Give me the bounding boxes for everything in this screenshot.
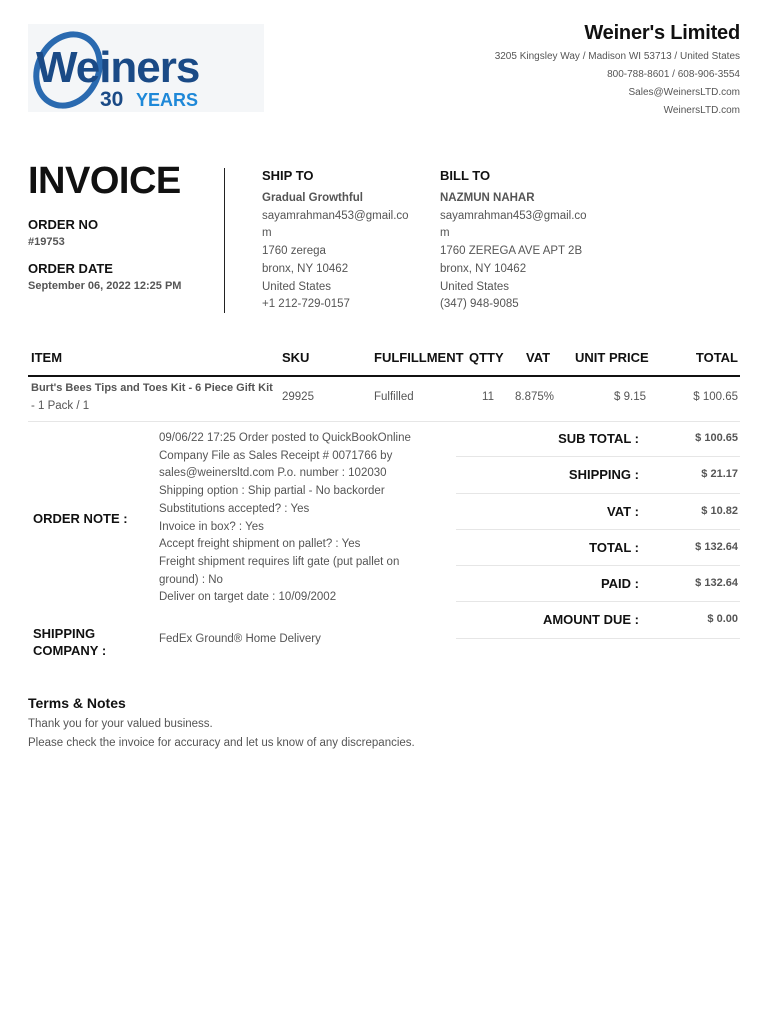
logo-wordmark: Weiners — [36, 43, 200, 92]
logo-graphic — [28, 24, 264, 112]
subtotal-label: SUB TOTAL : — [558, 431, 639, 446]
item-variant: - 1 Pack / 1 — [31, 400, 90, 412]
vat-row — [456, 494, 740, 530]
terms-line: Thank you for your valued business. — [28, 718, 213, 730]
terms-line: Please check the invoice for accuracy and let us know of any discrepancies. — [28, 737, 415, 749]
ship-to-country: United States — [262, 280, 332, 293]
shipping-company-label-line2: COMPANY : — [33, 643, 107, 658]
order-note-line: Shipping option : Ship partial - No backorder — [159, 485, 385, 498]
total-value: $ 132.64 — [695, 540, 738, 553]
header-vat: VAT — [526, 350, 551, 365]
order-no-label: ORDER NO — [28, 217, 99, 232]
item-sku: 29925 — [282, 391, 314, 403]
table-header-row — [28, 342, 740, 377]
bill-to-email-cont: m — [440, 227, 450, 240]
company-logo — [28, 24, 264, 112]
company-website[interactable]: WeinersLTD.com — [663, 105, 740, 116]
subtotal-value: $ 100.65 — [695, 432, 738, 444]
logo-tagline-word: YEARS — [136, 90, 199, 110]
logo-tagline-number: 30 — [100, 88, 124, 111]
paid-value: $ 132.64 — [695, 577, 738, 590]
order-note-line: Invoice in box? : Yes — [159, 520, 264, 533]
order-note-line: sales@weinersltd.com P.o. number : 102030 — [159, 467, 387, 480]
item-unit-price: $ 9.15 — [614, 391, 646, 403]
invoice-title: INVOICE — [28, 160, 181, 202]
amount-due-row — [456, 602, 740, 638]
amount-due-label: AMOUNT DUE : — [542, 612, 639, 628]
ship-to-street: 1760 zerega — [262, 245, 326, 258]
shipping-company-value: FedEx Ground® Home Delivery — [159, 633, 321, 645]
bill-to-phone: (347) 948-9085 — [440, 298, 519, 311]
ship-to-name: Gradual Growthful — [262, 192, 363, 204]
ship-to-block — [262, 168, 432, 314]
order-note-line: Freight shipment requires lift gate (put pallet on — [159, 555, 400, 568]
table-row — [28, 377, 740, 422]
company-info — [495, 22, 740, 117]
item-name: Burt's Bees Tips and Toes Kit - 6 Piece Gift Kit — [31, 382, 273, 394]
bill-to-street: 1760 ZEREGA AVE APT 2B — [440, 245, 583, 258]
header-sku: SKU — [282, 350, 310, 365]
shipping-company-label-line1: SHIPPING — [33, 626, 96, 641]
order-no-value: #19753 — [28, 236, 65, 248]
ship-to-email: sayamrahman453@gmail.co — [262, 209, 409, 222]
shipping-value: $ 21.17 — [701, 468, 738, 481]
section-divider — [224, 168, 225, 313]
bill-to-city: bronx, NY 10462 — [440, 262, 527, 275]
item-total: $ 100.65 — [693, 391, 738, 403]
order-note-line: Accept freight shipment on pallet? : Yes — [159, 538, 361, 551]
total-label: TOTAL : — [589, 539, 639, 555]
bill-to-country: United States — [440, 280, 510, 293]
order-date-label: ORDER DATE — [28, 261, 113, 276]
header-unit-price: UNIT PRICE — [575, 350, 649, 365]
company-email[interactable]: Sales@WeinersLTD.com — [628, 87, 740, 98]
shipping-label: SHIPPING : — [568, 467, 639, 483]
company-name: Weiner's Limited — [584, 22, 740, 44]
header-total: TOTAL — [695, 350, 738, 365]
header-fulfillment: FULFILLMENT — [374, 350, 464, 365]
order-note-line: Company File as Sales Receipt # 0071766 by — [159, 449, 393, 462]
amount-due-value: $ 0.00 — [707, 613, 738, 626]
subtotal-row — [456, 421, 740, 457]
order-note-label: ORDER NOTE : — [33, 511, 128, 526]
bill-to-heading: BILL TO — [440, 168, 491, 183]
shipping-row — [456, 457, 740, 493]
ship-to-heading: SHIP TO — [262, 168, 314, 183]
vat-label: VAT : — [606, 503, 639, 519]
vat-value: $ 10.82 — [701, 504, 738, 517]
order-date-value: September 06, 2022 12:25 PM — [28, 280, 182, 292]
order-note-line: Deliver on target date : 10/09/2002 — [159, 591, 337, 604]
terms-title: Terms & Notes — [28, 695, 126, 711]
bill-to-name: NAZMUN NAHAR — [440, 192, 535, 204]
company-address: 3205 Kingsley Way / Madison WI 53713 / United States — [494, 51, 740, 62]
ship-to-city: bronx, NY 10462 — [262, 262, 349, 275]
totals-summary — [456, 421, 740, 639]
ship-to-email-cont: m — [262, 227, 272, 240]
company-phones: 800-788-8601 / 608-906-3554 — [607, 69, 740, 80]
header-qtty: QTTY — [469, 350, 504, 365]
paid-label: PAID : — [600, 576, 639, 592]
order-note-line: 09/06/22 17:25 Order posted to QuickBookOnline — [159, 432, 411, 444]
bill-to-block — [440, 168, 610, 314]
item-vat: 8.875% — [515, 391, 555, 403]
total-row — [456, 530, 740, 566]
paid-row — [456, 566, 740, 602]
item-fulfillment: Fulfilled — [374, 391, 414, 403]
shipping-company-label — [33, 625, 106, 659]
bill-to-email: sayamrahman453@gmail.co — [440, 209, 587, 222]
order-note-line: Substitutions accepted? : Yes — [159, 502, 310, 515]
items-table — [28, 342, 740, 422]
order-note-text — [159, 430, 439, 607]
header-item: ITEM — [31, 350, 63, 365]
item-qty: 11 — [482, 391, 494, 403]
ship-to-phone: +1 212-729-0157 — [262, 298, 350, 311]
order-note-line: ground) : No — [159, 573, 223, 586]
